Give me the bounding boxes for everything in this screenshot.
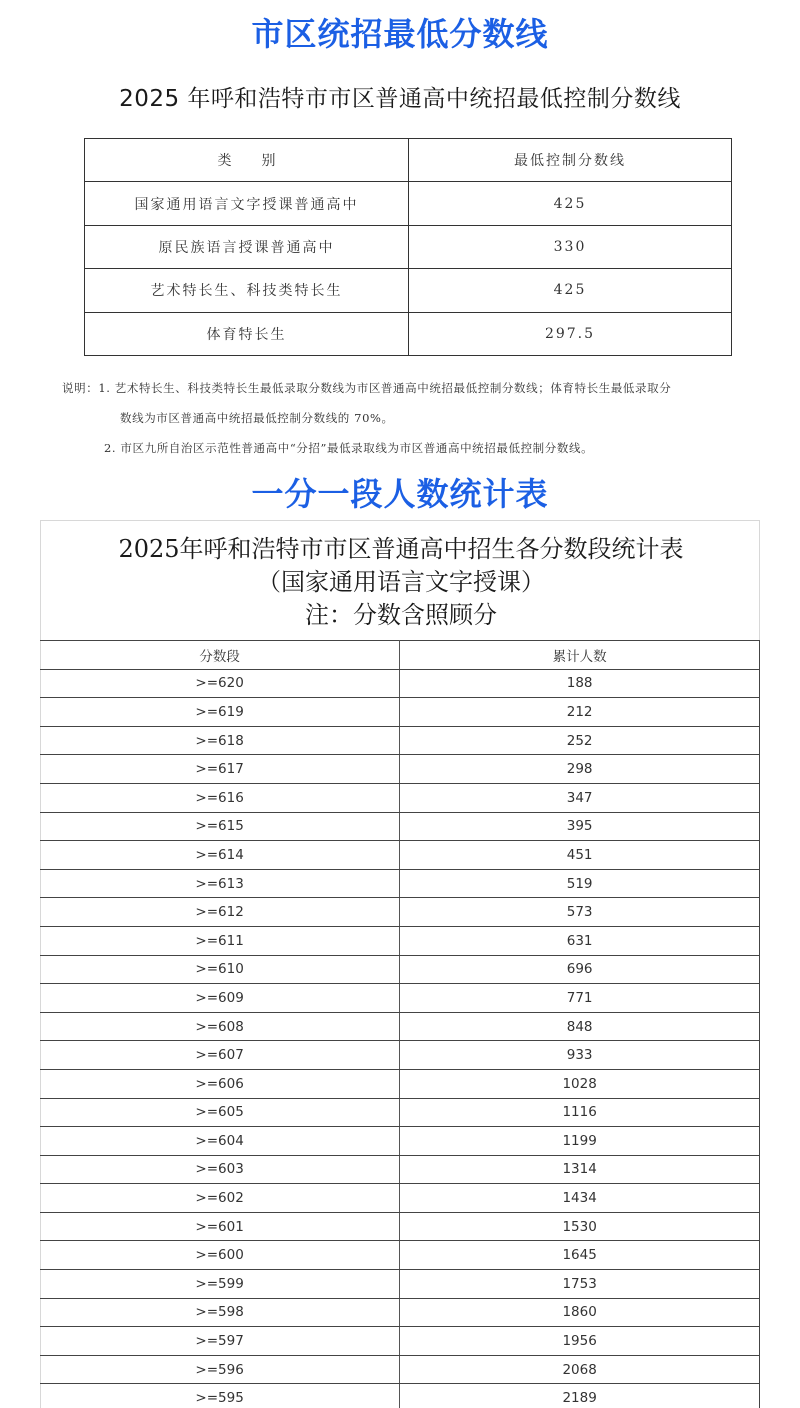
category-cell: 国家通用语言文字授课普通高中 (85, 182, 409, 225)
table-row (40, 669, 760, 698)
table-row (40, 783, 760, 812)
column-header-min-score: 最低控制分数线 (409, 139, 732, 182)
cumulative-count-cell: 696 (400, 955, 760, 984)
cumulative-count-cell: 933 (400, 1041, 760, 1070)
title-line-3: 注：分数含照顾分 (305, 601, 497, 629)
note-1-line-2: 数线为市区普通高中统招最低控制分数线的 70%。 (120, 411, 394, 425)
cumulative-count-cell: 519 (400, 869, 760, 898)
table-row (40, 841, 760, 870)
cumulative-count-cell: 2189 (400, 1384, 760, 1408)
cumulative-count-cell: 1530 (400, 1212, 760, 1241)
score-cell: 330 (409, 225, 732, 268)
table-row (40, 1155, 760, 1184)
title-line-1: 2025年呼和浩特市市区普通高中招生各分数段统计表 (118, 535, 684, 563)
score-range-cell: >=611 (40, 926, 400, 955)
cumulative-count-cell: 1028 (400, 1069, 760, 1098)
score-range-cell: >=620 (40, 669, 400, 698)
cumulative-count-cell: 1314 (400, 1155, 760, 1184)
table-row (40, 755, 760, 784)
table-row (85, 182, 732, 225)
cumulative-count-cell: 573 (400, 898, 760, 927)
section-heading-cutoff: 市区统招最低分数线 (251, 15, 549, 53)
cumulative-count-cell: 1860 (400, 1298, 760, 1327)
cumulative-count-cell: 1645 (400, 1241, 760, 1270)
score-range-cell: >=614 (40, 841, 400, 870)
score-cell: 297.5 (409, 312, 732, 355)
cumulative-count-cell: 631 (400, 926, 760, 955)
score-range-cell: >=610 (40, 955, 400, 984)
score-range-cell: >=605 (40, 1098, 400, 1127)
table-header-row (40, 641, 760, 670)
table-row (40, 698, 760, 727)
table-row (40, 898, 760, 927)
table-row (40, 1327, 760, 1356)
score-distribution-table (40, 640, 760, 1408)
table-row (40, 1384, 760, 1408)
table-row (40, 1270, 760, 1299)
score-range-cell: >=596 (40, 1355, 400, 1384)
cumulative-count-cell: 395 (400, 812, 760, 841)
table-row (40, 726, 760, 755)
notes-block (62, 373, 762, 463)
table-row (40, 1241, 760, 1270)
note-1-line-1 (62, 373, 762, 403)
score-range-cell: >=604 (40, 1127, 400, 1156)
cumulative-count-cell: 298 (400, 755, 760, 784)
column-header-score-range: 分数段 (40, 641, 400, 670)
score-range-cell: >=616 (40, 783, 400, 812)
score-range-cell: >=608 (40, 1012, 400, 1041)
cumulative-count-cell: 252 (400, 726, 760, 755)
score-range-cell: >=619 (40, 698, 400, 727)
score-range-cell: >=599 (40, 1270, 400, 1299)
score-cell: 425 (409, 269, 732, 312)
table-row (85, 312, 732, 355)
score-range-cell: >=598 (40, 1298, 400, 1327)
table-row (40, 1041, 760, 1070)
table-row (40, 812, 760, 841)
score-range-cell: >=595 (40, 1384, 400, 1408)
score-range-cell: >=607 (40, 1041, 400, 1070)
cutoff-score-table (84, 138, 732, 356)
score-range-cell: >=612 (40, 898, 400, 927)
score-range-cell: >=602 (40, 1184, 400, 1213)
category-cell: 原民族语言授课普通高中 (85, 225, 409, 268)
cumulative-count-cell: 771 (400, 984, 760, 1013)
cumulative-count-cell: 848 (400, 1012, 760, 1041)
cumulative-count-cell: 188 (400, 669, 760, 698)
cumulative-count-cell: 1753 (400, 1270, 760, 1299)
cumulative-count-cell: 1199 (400, 1127, 760, 1156)
score-cell: 425 (409, 182, 732, 225)
cutoff-document-title: 2025 年呼和浩特市市区普通高中统招最低控制分数线 (119, 86, 681, 112)
section-heading-score-distribution: 一分一段人数统计表 (251, 475, 549, 513)
table-row (40, 1098, 760, 1127)
score-distribution-panel (40, 520, 760, 1408)
table-header-row (85, 139, 732, 182)
note-2: 2. 市区九所自治区示范性普通高中“分招”最低录取线为市区普通高中统招最低控制分数线。 (104, 441, 594, 455)
table-row (40, 1212, 760, 1241)
cumulative-count-cell: 212 (400, 698, 760, 727)
table-row (40, 1184, 760, 1213)
table-row (40, 1069, 760, 1098)
table-row (40, 955, 760, 984)
cumulative-count-cell: 2068 (400, 1355, 760, 1384)
score-range-cell: >=609 (40, 984, 400, 1013)
score-range-cell: >=613 (40, 869, 400, 898)
score-range-cell: >=615 (40, 812, 400, 841)
cumulative-count-cell: 451 (400, 841, 760, 870)
score-range-cell: >=618 (40, 726, 400, 755)
score-range-cell: >=600 (40, 1241, 400, 1270)
score-range-cell: >=603 (40, 1155, 400, 1184)
table-row (40, 984, 760, 1013)
table-row (85, 269, 732, 312)
table-row (40, 1298, 760, 1327)
title-line-2: （国家通用语言文字授课） (257, 568, 545, 596)
table-row (40, 926, 760, 955)
score-distribution-title (41, 533, 761, 632)
category-cell: 体育特长生 (85, 312, 409, 355)
column-header-category: 类别 (85, 139, 409, 182)
table-row (40, 869, 760, 898)
table-row (40, 1012, 760, 1041)
notes-label: 说明： (62, 381, 99, 395)
column-header-cumulative-count: 累计人数 (400, 641, 760, 670)
note-1-text: 1. 艺术特长生、科技类特长生最低录取分数线为市区普通高中统招最低控制分数线；体育特长生最低录取分 (98, 381, 672, 395)
cumulative-count-cell: 1116 (400, 1098, 760, 1127)
cumulative-count-cell: 1956 (400, 1327, 760, 1356)
score-range-cell: >=601 (40, 1212, 400, 1241)
score-range-cell: >=597 (40, 1327, 400, 1356)
cumulative-count-cell: 1434 (400, 1184, 760, 1213)
category-cell: 艺术特长生、科技类特长生 (85, 269, 409, 312)
cumulative-count-cell: 347 (400, 783, 760, 812)
table-row (40, 1355, 760, 1384)
score-range-cell: >=617 (40, 755, 400, 784)
score-range-cell: >=606 (40, 1069, 400, 1098)
table-row (85, 225, 732, 268)
table-row (40, 1127, 760, 1156)
